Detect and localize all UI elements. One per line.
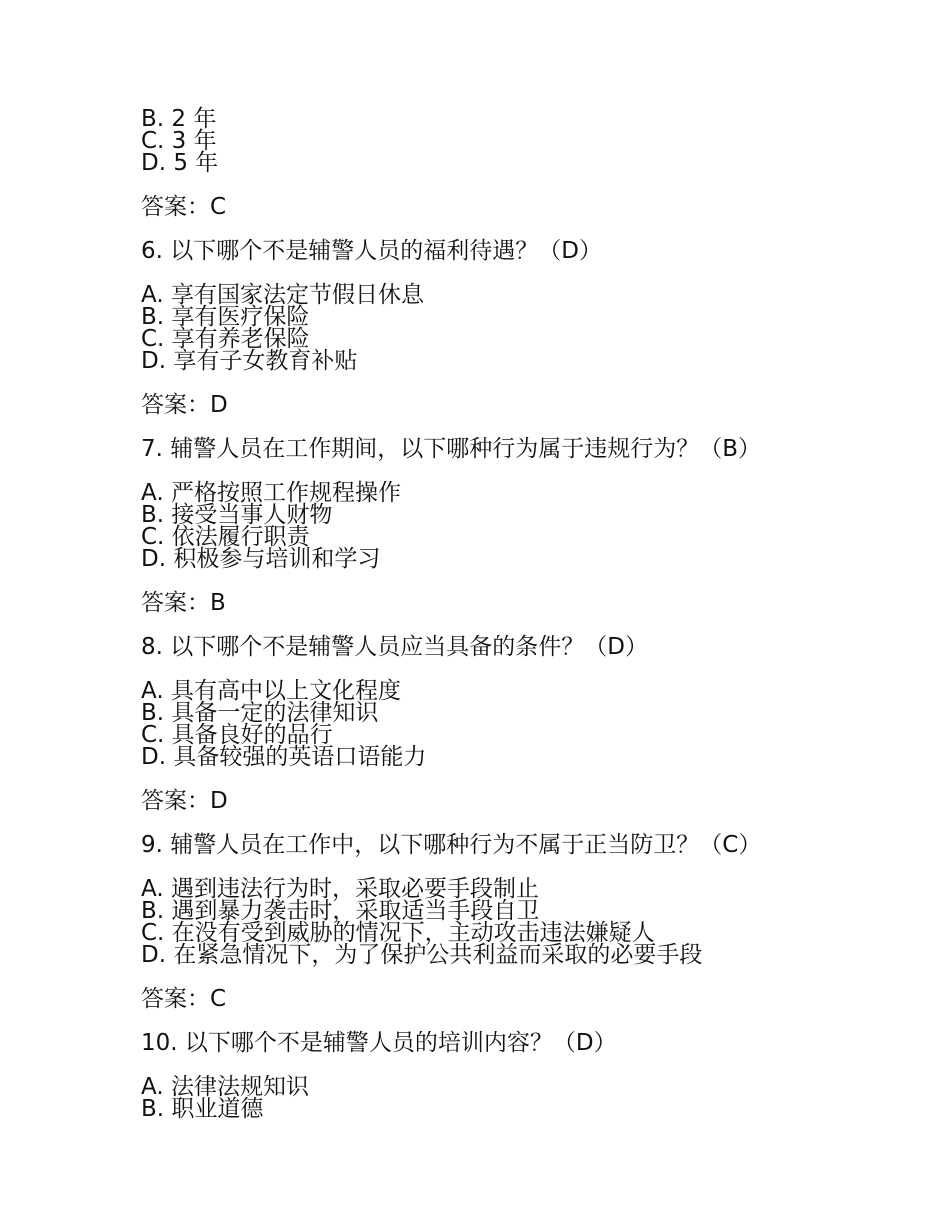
option-b: B. 遇到暴力袭击时，采取适当手段自卫	[141, 898, 540, 924]
question-8: 8. 以下哪个不是辅警人员应当具备的条件？（D）	[141, 634, 648, 660]
option-list	[141, 284, 921, 372]
option-list	[141, 878, 921, 966]
option-d: D. 5 年	[141, 150, 219, 176]
option-c: C. 3 年	[141, 128, 217, 154]
document-page	[141, 108, 921, 1120]
option-c: C. 在没有受到威胁的情况下，主动攻击违法嫌疑人	[141, 920, 655, 946]
option-c: C. 依法履行职责	[141, 524, 310, 550]
option-c: C. 享有养老保险	[141, 326, 310, 352]
option-b: B. 接受当事人财物	[141, 502, 333, 528]
option-a: A. 法律法规知识	[141, 1074, 309, 1100]
option-b: B. 具备一定的法律知识	[141, 700, 379, 726]
question-10: 10. 以下哪个不是辅警人员的培训内容？（D）	[141, 1030, 617, 1056]
option-d: D. 享有子女教育补贴	[141, 348, 358, 374]
option-b: B. 2 年	[141, 106, 217, 132]
answer-line: 答案：B	[141, 590, 226, 616]
option-c: C. 具备良好的品行	[141, 722, 333, 748]
option-a: A. 遇到违法行为时，采取必要手段制止	[141, 876, 539, 902]
option-d: D. 在紧急情况下，为了保护公共利益而采取的必要手段	[141, 942, 703, 968]
option-list	[141, 1076, 921, 1120]
answer-line: 答案：C	[141, 986, 227, 1012]
option-a: A. 严格按照工作规程操作	[141, 480, 401, 506]
question-9: 9. 辅警人员在工作中，以下哪种行为不属于正当防卫？（C）	[141, 832, 762, 858]
question-6: 6. 以下哪个不是辅警人员的福利待遇？（D）	[141, 238, 602, 264]
answer-line: 答案：C	[141, 194, 227, 220]
option-a: A. 享有国家法定节假日休息	[141, 282, 424, 308]
option-d: D. 积极参与培训和学习	[141, 546, 381, 572]
option-list	[141, 680, 921, 768]
option-b: B. 职业道德	[141, 1096, 264, 1122]
option-list	[141, 482, 921, 570]
option-a: A. 具有高中以上文化程度	[141, 678, 401, 704]
option-list	[141, 108, 921, 174]
question-7: 7. 辅警人员在工作期间，以下哪种行为属于违规行为？（B）	[141, 436, 762, 462]
option-b: B. 享有医疗保险	[141, 304, 310, 330]
answer-line: 答案：D	[141, 788, 228, 814]
option-d: D. 具备较强的英语口语能力	[141, 744, 427, 770]
answer-line: 答案：D	[141, 392, 228, 418]
